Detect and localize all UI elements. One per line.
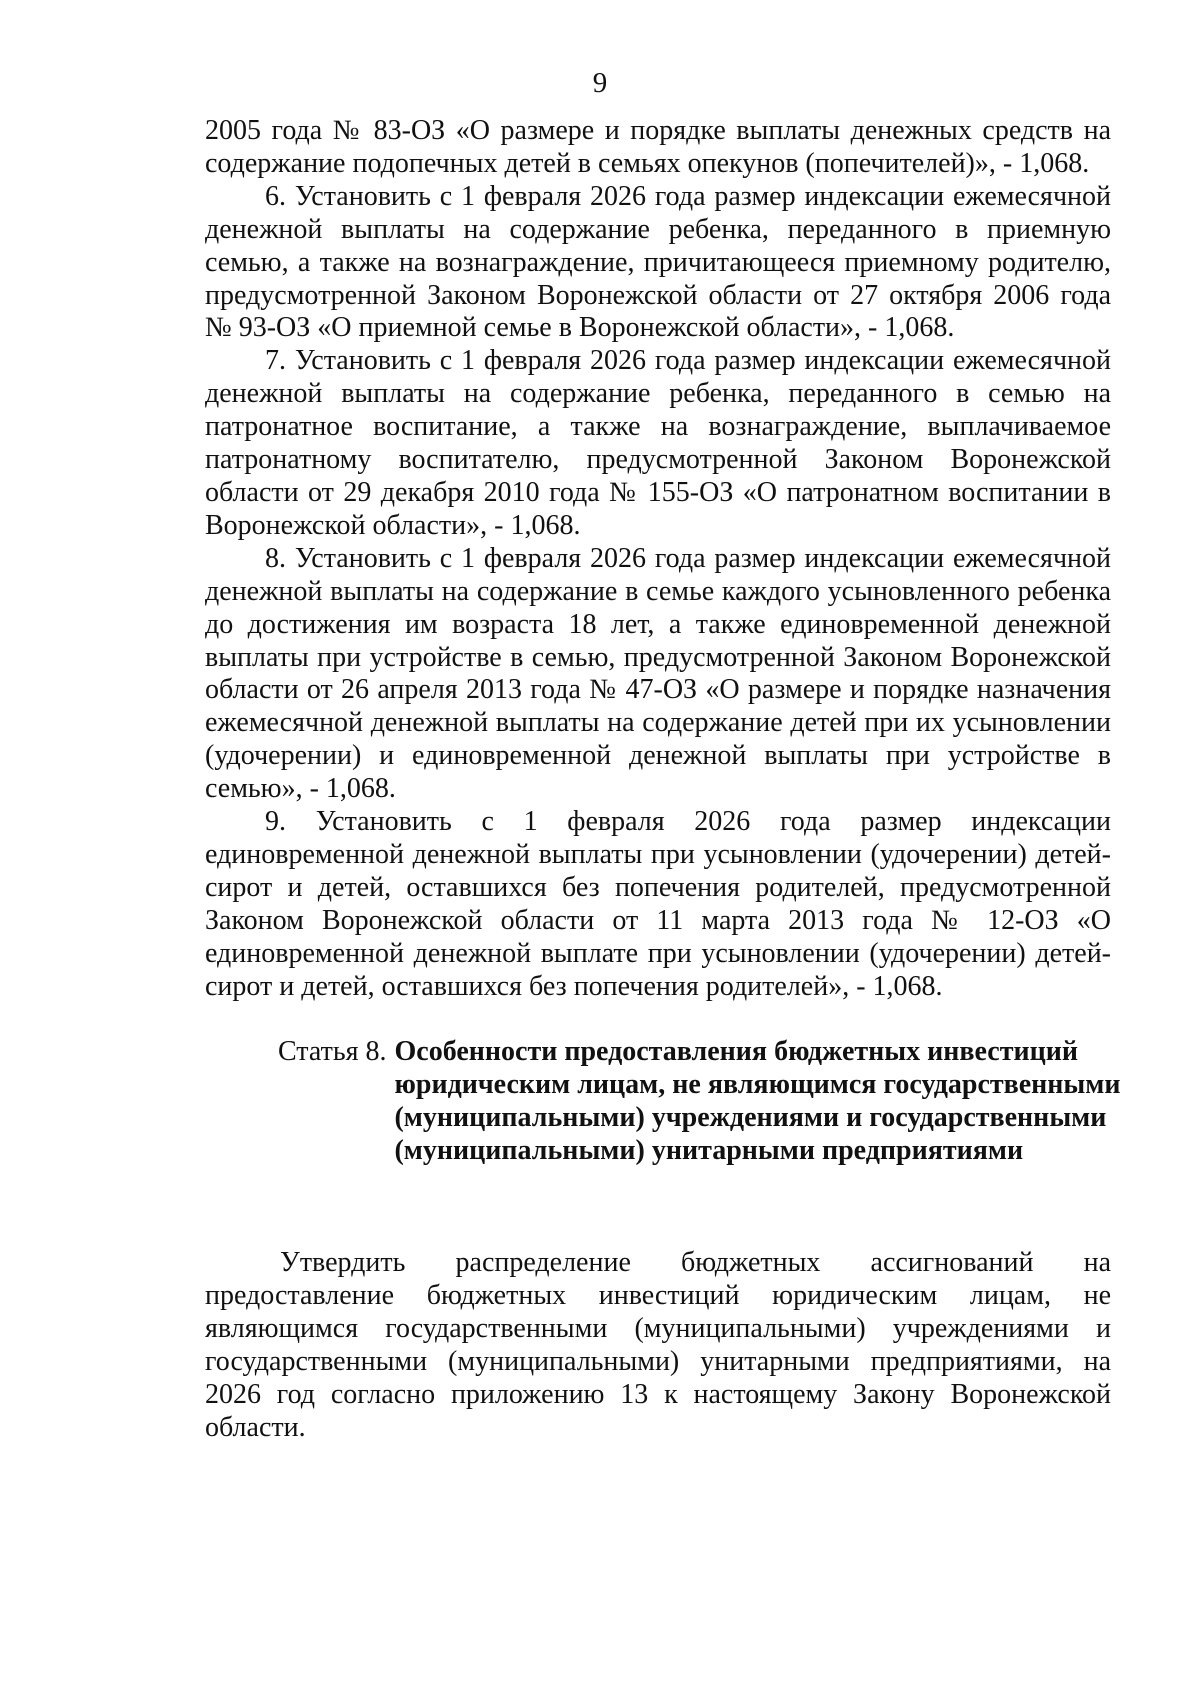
article-body xyxy=(205,1247,1111,1444)
article-label: Статья 8. xyxy=(278,1036,387,1067)
article-title: Особенности предоставления бюджетных инвестиций юридическим лицам, не являющимся государственными (муниципальными) учреждениями и государственными (муниципальными) унитарными предприятиями xyxy=(394,1036,1121,1166)
article-heading xyxy=(278,1036,1128,1168)
paragraph-6: 6. Установить с 1 февраля 2026 года размер индексации ежемесячной денежной выплаты на содержание ребенка, переданного в приемную семью, а также на вознаграждение, причитающееся приемному родителю, предусмотренной Законом Воронежской области от 27 октября 2006 года № 93-ОЗ «О приемной семье в Воронежской области», - 1,068. xyxy=(205,180,1111,344)
body-text xyxy=(205,115,1111,1003)
paragraph-9: 9. Установить с 1 февраля 2026 года размер индексации единовременной денежной выплаты при усыновлении (удочерении) детей-сирот и детей, оставшихся без попечения родителей, предусмотренной Законом Воронежской области от 11 марта 2013 года № 12-ОЗ «О единовременной денежной выплате при усыновлении (удочерении) детей-сирот и детей, оставшихся без попечения родителей», - 1,068. xyxy=(205,806,1111,1002)
paragraph-continuation: 2005 года № 83-ОЗ «О размере и порядке выплаты денежных средств на содержание подопечных детей в семьях опекунов (попечителей)», - 1,068. xyxy=(205,115,1111,179)
paragraph-8: 8. Установить с 1 февраля 2026 года размер индексации ежемесячной денежной выплаты на содержание в семье каждого усыновленного ребенка до достижения им возраста 18 лет, а также единовременной денежной выплаты при устройстве в семью, предусмотренной Законом Воронежской области от 26 апреля 2013 года № 47-ОЗ «О размере и порядке назначения ежемесячной денежной выплаты на содержание детей при их усыновлении (удочерении) и единовременной денежной выплаты при устройстве в семью», - 1,068. xyxy=(205,542,1111,805)
page-number: 9 xyxy=(592,67,608,99)
article-body-paragraph: Утвердить распределение бюджетных ассигнований на предоставление бюджетных инвестиций юридическим лицам, не являющимся государственными (муниципальными) учреждениями и государственными (муниципальными) унитарными предприятиями, на 2026 год согласно приложению 13 к настоящему Закону Воронежской области. xyxy=(205,1247,1111,1443)
paragraph-7: 7. Установить с 1 февраля 2026 года размер индексации ежемесячной денежной выплаты на содержание ребенка, переданного в семью на патронатное воспитание, а также на вознаграждение, выплачиваемое патронатному воспитателю, предусмотренной Законом Воронежской области от 29 декабря 2010 года № 155-ОЗ «О патронатном воспитании в Воронежской области», - 1,068. xyxy=(205,345,1111,541)
